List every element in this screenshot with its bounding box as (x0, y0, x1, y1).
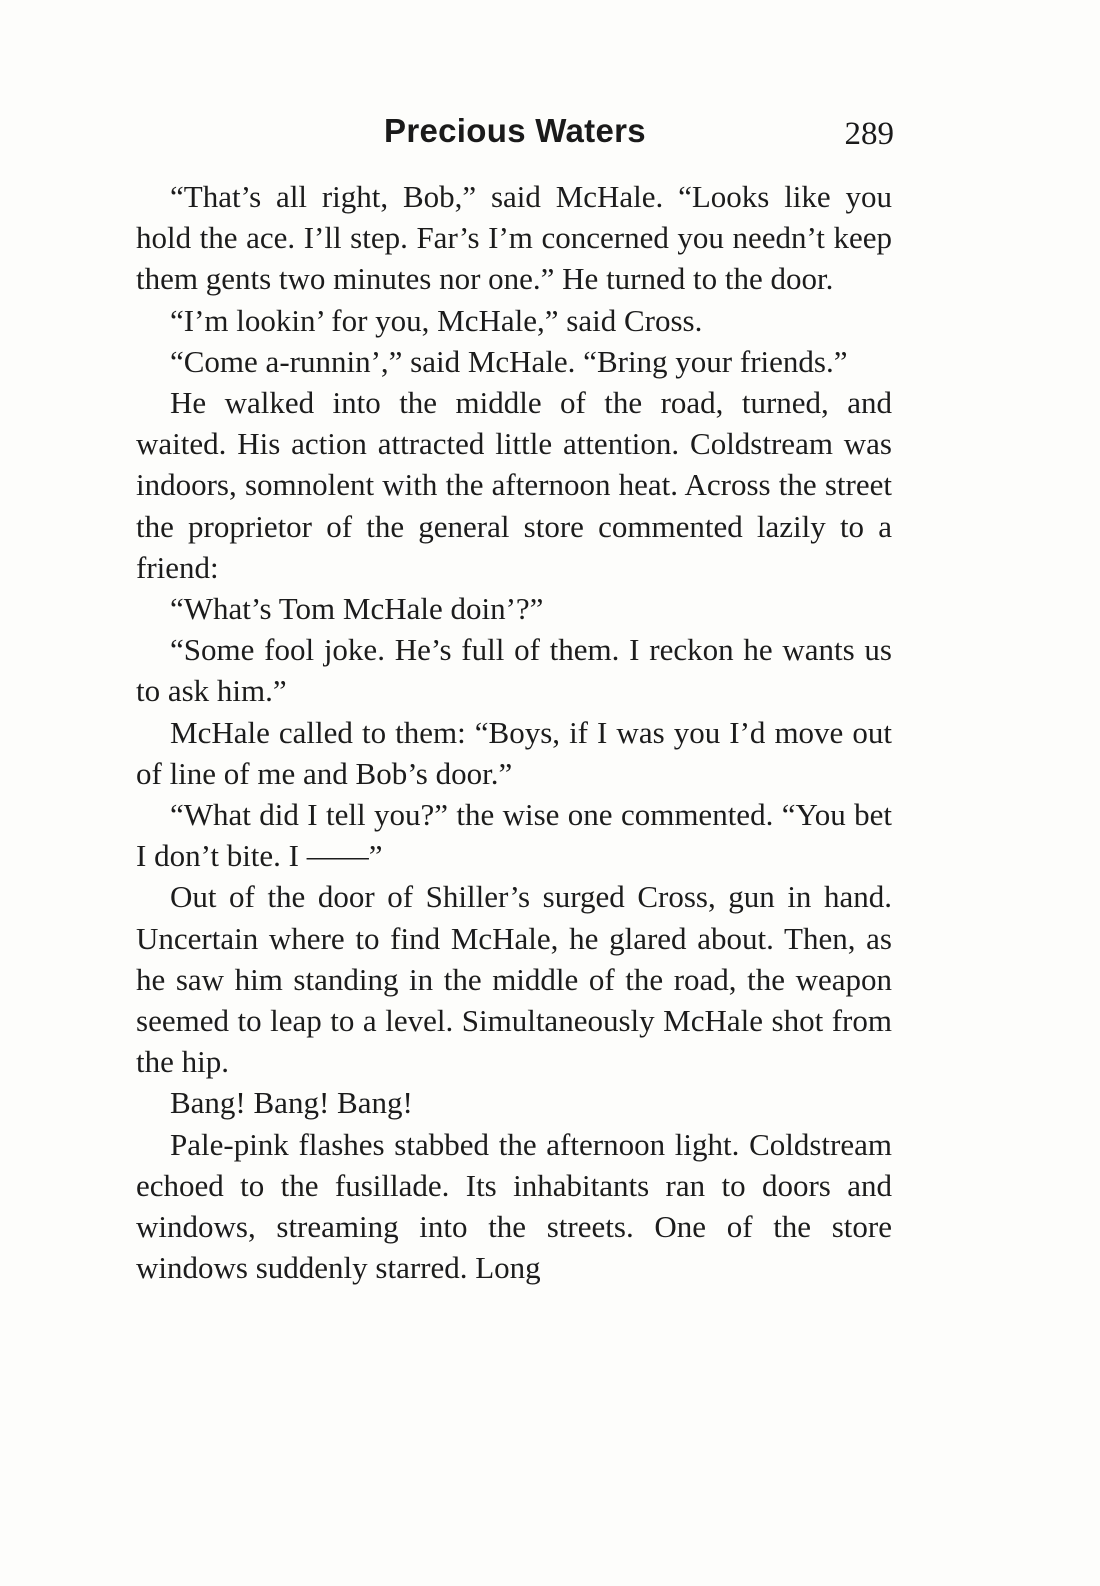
paragraph: Pale-pink flashes stabbed the afternoon light. Coldstream echoed to the fusillade. Its inhabitants ran to doors and windows, streaming into the streets. One of the store windows suddenly starred. Long (136, 1126, 892, 1286)
paragraph: “What’s Tom McHale doin’?” (170, 591, 544, 627)
page-number: 289 (844, 116, 894, 152)
paragraph: He walked into the middle of the road, turned, and waited. His action attracted little attention. Coldstream was indoors, somnolent with the afternoon heat. Across the street the proprietor of the general store commented lazily to a friend: (136, 385, 892, 585)
paragraph: “That’s all right, Bob,” said McHale. “Looks like you hold the ace. I’ll step. Far’s I’m concerned you needn’t keep them gents two minutes nor one.” He turned to the door. (136, 179, 892, 297)
paragraph: McHale called to them: “Boys, if I was you I’d move out of line of me and Bob’s door.” (136, 714, 892, 791)
body-text (136, 176, 892, 1288)
paragraph: “Come a-runnin’,” said McHale. “Bring your friends.” (170, 343, 848, 379)
running-head (136, 112, 894, 162)
paragraph: Bang! Bang! Bang! (170, 1085, 413, 1121)
paragraph: “I’m lookin’ for you, McHale,” said Cross. (170, 302, 703, 338)
paragraph: Out of the door of Shiller’s surged Cross, gun in hand. Uncertain where to find McHale, he glared about. Then, as he saw him standing in the middle of the road, the weapon seemed to leap to a level. Simultaneously McHale shot from the hip. (136, 879, 892, 1080)
paragraph: “Some fool joke. He’s full of them. I reckon he wants us to ask him.” (136, 632, 892, 709)
running-title: Precious Waters (384, 112, 646, 149)
paragraph: “What did I tell you?” the wise one commented. “You bet I don’t bite. I ——” (136, 797, 892, 874)
